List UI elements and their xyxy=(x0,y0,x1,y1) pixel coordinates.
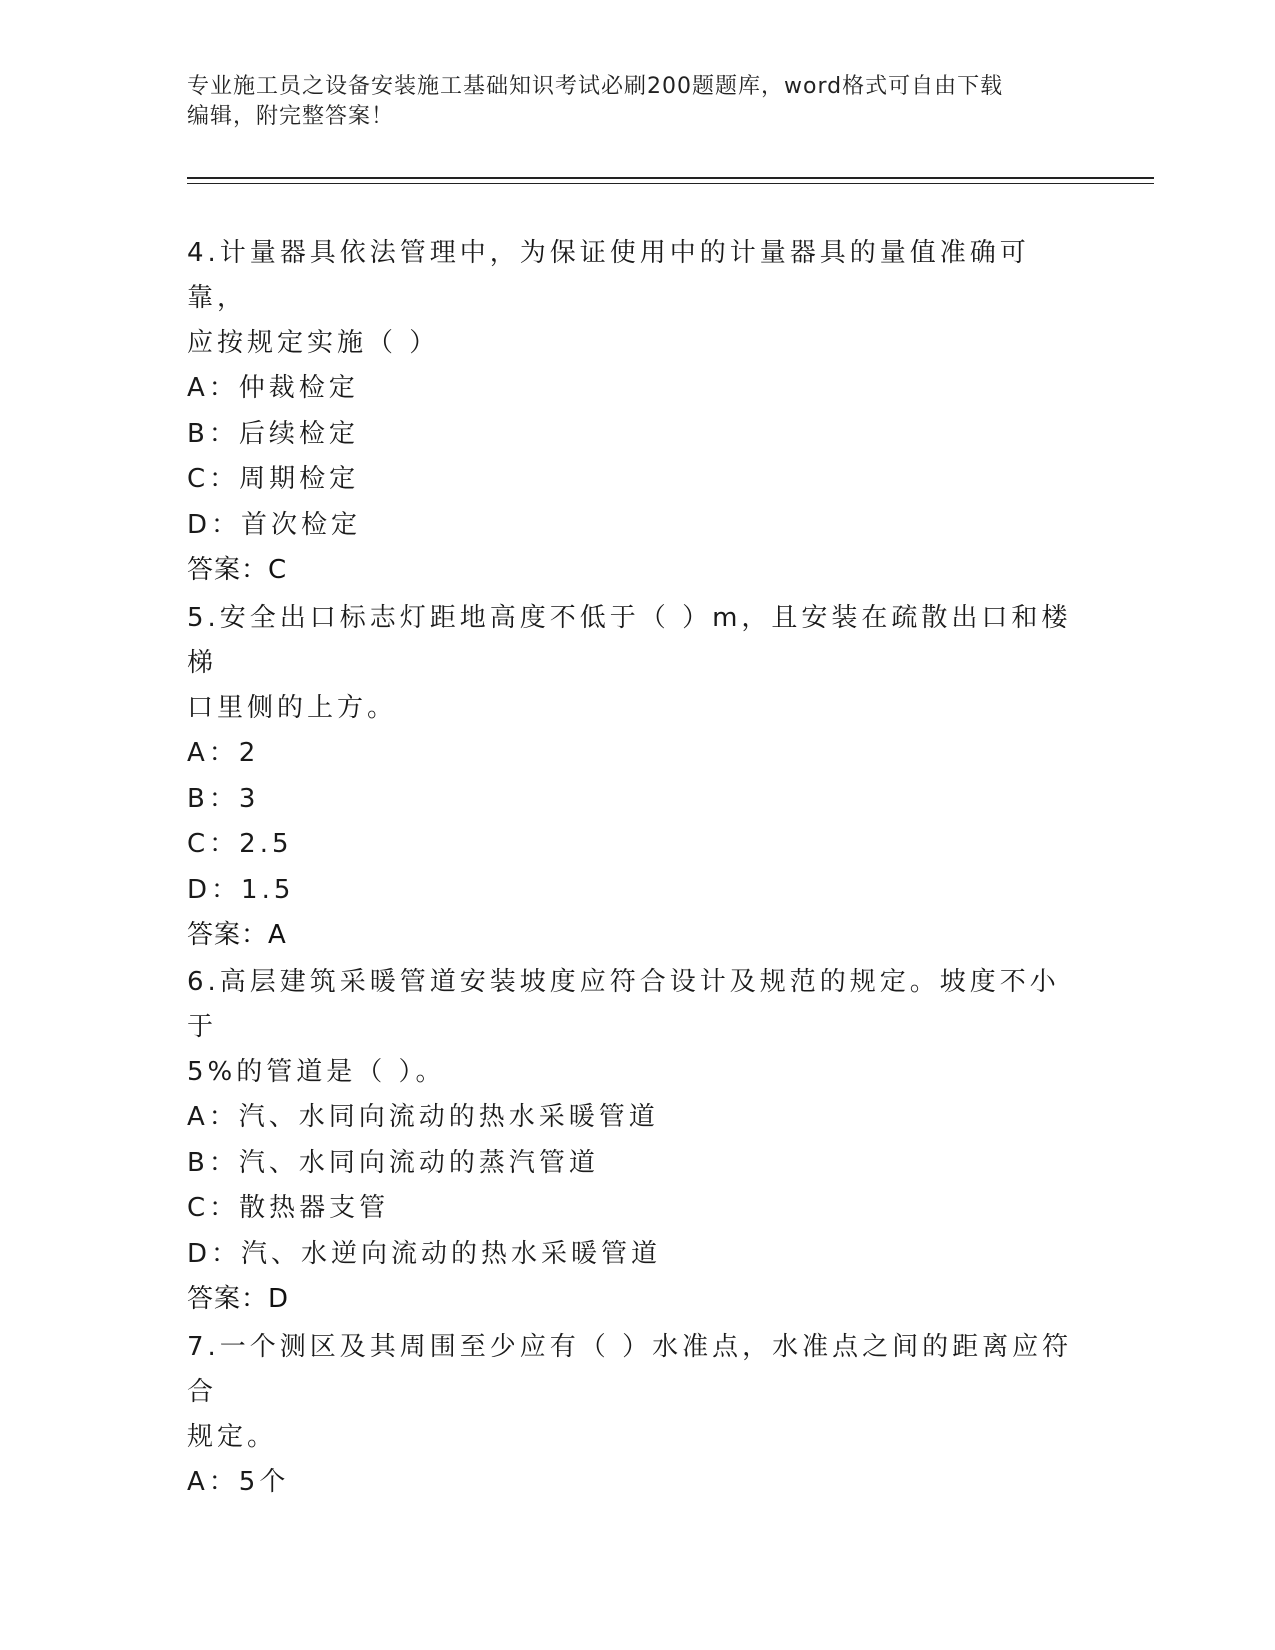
header-line-1: 专业施工员之设备安装施工基础知识考试必刷200题题库，word格式可自由下载 xyxy=(187,74,1004,99)
header-divider-thin xyxy=(187,183,1154,184)
question-stem-line-2: 应按规定实施（ ） xyxy=(187,328,440,358)
question-stem-line-2: 5%的管道是（ ）。 xyxy=(187,1057,446,1087)
question-stem-line-1: 5.安全出口标志灯距地高度不低于（ ）m，且安装在疏散出口和楼梯 xyxy=(187,603,1072,678)
option-a: A：汽、水同向流动的热水采暖管道 xyxy=(187,1102,659,1132)
header-line-2: 编辑，附完整答案！ xyxy=(187,104,395,129)
question-stem-line-2: 口里侧的上方。 xyxy=(187,693,398,723)
option-b: B：后续检定 xyxy=(187,418,359,449)
header-divider-thick xyxy=(187,177,1154,179)
question-stem-line-1: 7.一个测区及其周围至少应有（ ）水准点，水准点之间的距离应符合 xyxy=(187,1332,1073,1407)
question-7 xyxy=(187,1325,1087,1506)
option-b: B：3 xyxy=(187,783,260,814)
option-a: A：5个 xyxy=(187,1467,290,1497)
question-5 xyxy=(187,596,1087,958)
question-stem-line-1: 4.计量器具依法管理中，为保证使用中的计量器具的量值准确可靠， xyxy=(187,238,1030,313)
question-stem-line-1: 6.高层建筑采暖管道安装坡度应符合设计及规范的规定。坡度不小于 xyxy=(187,967,1060,1042)
option-c: C：散热器支管 xyxy=(187,1193,390,1223)
question-4 xyxy=(187,231,1087,593)
answer: 答案：C xyxy=(187,555,288,585)
option-d: D：汽、水逆向流动的热水采暖管道 xyxy=(187,1238,662,1269)
answer: 答案：A xyxy=(187,920,287,950)
option-c: C：周期检定 xyxy=(187,464,360,494)
option-d: D：1.5 xyxy=(187,874,295,905)
answer: 答案：D xyxy=(187,1284,290,1314)
option-a: A：仲裁检定 xyxy=(187,373,359,403)
document-header xyxy=(187,72,1067,132)
option-c: C：2.5 xyxy=(187,829,293,859)
option-d: D：首次检定 xyxy=(187,509,362,540)
option-b: B：汽、水同向流动的蒸汽管道 xyxy=(187,1147,599,1178)
question-6 xyxy=(187,960,1087,1322)
question-stem-line-2: 规定。 xyxy=(187,1422,278,1452)
option-a: A：2 xyxy=(187,738,260,768)
